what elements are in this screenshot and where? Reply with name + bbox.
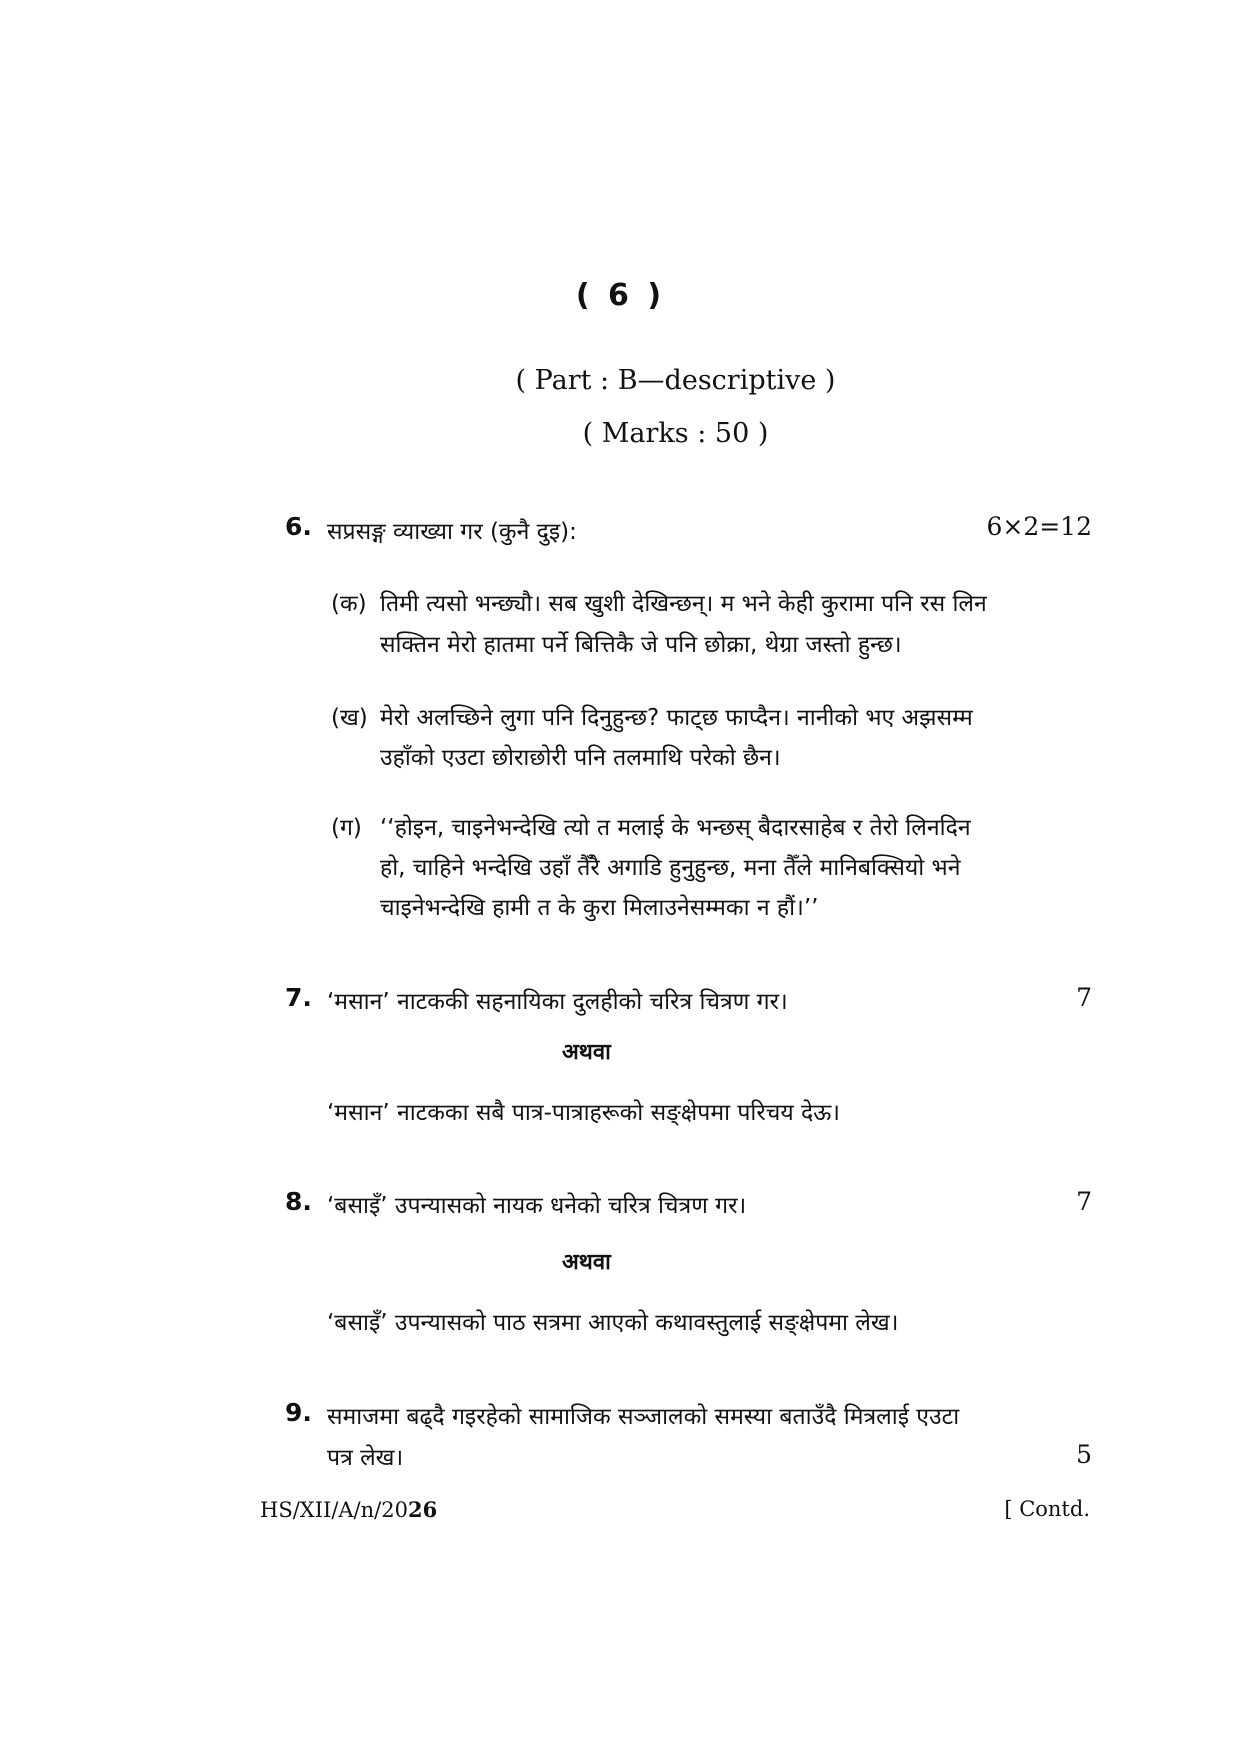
question-7-or-label: अथवा bbox=[562, 1040, 611, 1065]
marks-heading bbox=[0, 418, 1241, 449]
question-7-marks: 7 bbox=[1076, 983, 1092, 1012]
question-9-line-1: समाजमा बढ्दै गइरहेको सामाजिक सञ्जालको समस्या बताउँदै मित्रलाई एउटा bbox=[327, 1404, 960, 1430]
question-7-number: 7. bbox=[285, 983, 312, 1012]
question-9-marks: 5 bbox=[1076, 1440, 1092, 1469]
question-6c-line-1: ‘‘होइन, चाइनेभन्देखि त्यो त मलाई के भन्छस् बैदारसाहेब र तेरो लिनदिन bbox=[380, 815, 971, 841]
question-9-line-2: पत्र लेख। bbox=[327, 1445, 404, 1471]
question-6-number: 6. bbox=[285, 512, 312, 541]
footer-contd: [ Contd. bbox=[1004, 1497, 1090, 1521]
page-number: ( 6 ) bbox=[575, 278, 666, 313]
question-6-marks: 6×2=12 bbox=[986, 512, 1092, 541]
question-6b-line-2: उहाँको एउटा छोराछोरी पनि तलमाथि परेको छैन। bbox=[380, 745, 781, 771]
question-7-alt-text: ‘मसान’ नाटकका सबै पात्र-पात्राहरूको सङ्क्षेपमा परिचय देऊ। bbox=[327, 1100, 841, 1126]
question-6a-label: (क) bbox=[331, 591, 367, 617]
question-8-number: 8. bbox=[285, 1187, 312, 1216]
question-6c-line-3: चाइनेभन्देखि हामी त के कुरा मिलाउनेसम्मका न हौं।’’ bbox=[380, 895, 819, 921]
question-8-text: ‘बसाइँ’ उपन्यासको नायक धनेको चरित्र चित्रण गर। bbox=[327, 1193, 747, 1219]
question-6c-line-2: हो, चाहिने भन्देखि उहाँ तैँरै अगाडि हुनुहुन्छ, मना तैँले मानिबक्सियो भने bbox=[380, 855, 961, 881]
question-9-number: 9. bbox=[285, 1398, 312, 1427]
part-title: ( Part : B—descriptive ) bbox=[515, 365, 836, 396]
question-8-alt-text: ‘बसाइँ’ उपन्यासको पाठ सत्रमा आएको कथावस्तुलाई सङ्क्षेपमा लेख। bbox=[327, 1310, 899, 1336]
footer-paper-code-suffix: 26 bbox=[407, 1497, 438, 1522]
question-6a-line-2: सक्तिन मेरो हातमा पर्ने बित्तिकै जे पनि छोक्रा, थेग्रा जस्तो हुन्छ। bbox=[380, 632, 902, 658]
footer-paper-code bbox=[260, 1497, 437, 1522]
question-6a-line-1: तिमी त्यसो भन्छ्यौ। सब खुशी देखिन्छन्। म भने केही कुरामा पनि रस लिन bbox=[380, 591, 987, 617]
footer-paper-code-prefix: HS/XII/A/n/20 bbox=[260, 1498, 408, 1522]
question-6-text: सप्रसङ्ग व्याख्या गर (कुनै दुइ): bbox=[327, 519, 577, 545]
question-8-marks: 7 bbox=[1076, 1187, 1092, 1216]
question-6c-label: (ग) bbox=[331, 815, 362, 841]
question-6b-line-1: मेरो अलच्छिने लुगा पनि दिनुहुन्छ? फाट्छ फाप्दैन। नानीको भए अझसम्म bbox=[380, 705, 973, 731]
question-8-or-label: अथवा bbox=[562, 1250, 611, 1275]
marks-heading-text: ( Marks : 50 ) bbox=[582, 418, 769, 449]
question-6b-label: (ख) bbox=[331, 705, 368, 731]
question-7-text: ‘मसान’ नाटककी सहनायिका दुलहीको चरित्र चित्रण गर। bbox=[327, 989, 788, 1015]
